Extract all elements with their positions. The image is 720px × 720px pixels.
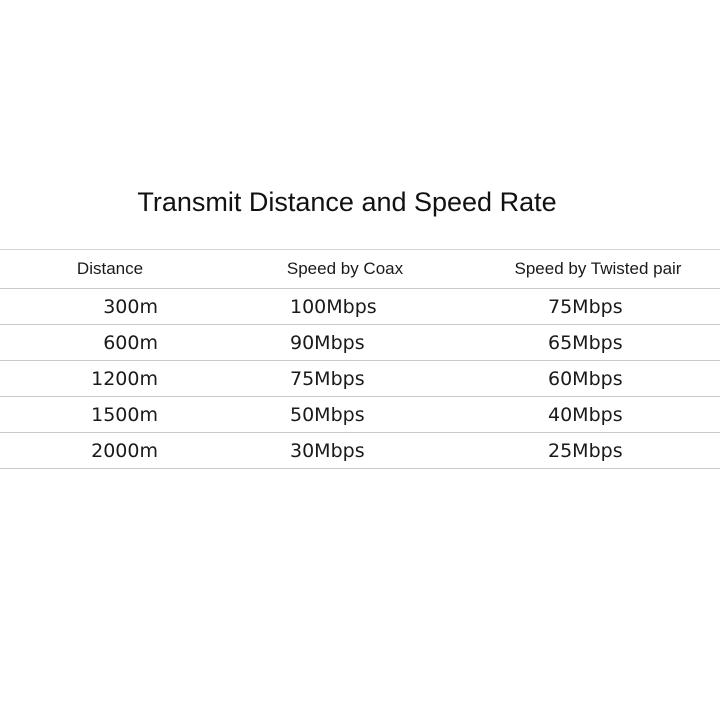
header-distance: Distance: [76, 259, 144, 278]
twisted-pair-speed-cell: 75Mbps: [548, 295, 623, 318]
table-row: [0, 433, 720, 469]
table-row: [0, 325, 720, 361]
distance-cell: 600m: [103, 331, 158, 354]
table-header-row: [0, 249, 720, 289]
distance-cell: 2000m: [91, 439, 158, 462]
coax-speed-cell: 90Mbps: [290, 331, 365, 354]
coax-speed-cell: 100Mbps: [290, 295, 377, 318]
coax-speed-cell: 30Mbps: [290, 439, 365, 462]
table-row: [0, 397, 720, 433]
twisted-pair-speed-cell: 25Mbps: [548, 439, 623, 462]
twisted-pair-speed-cell: 65Mbps: [548, 331, 623, 354]
table-row: [0, 289, 720, 325]
header-speed-twisted-pair: Speed by Twisted pair: [514, 259, 682, 278]
coax-speed-cell: 50Mbps: [290, 403, 365, 426]
distance-cell: 1200m: [91, 367, 158, 390]
distance-cell: 300m: [103, 295, 158, 318]
twisted-pair-speed-cell: 40Mbps: [548, 403, 623, 426]
distance-cell: 1500m: [91, 403, 158, 426]
header-speed-coax: Speed by Coax: [286, 259, 404, 278]
table-row: [0, 361, 720, 397]
speed-table: [0, 249, 720, 469]
twisted-pair-speed-cell: 60Mbps: [548, 367, 623, 390]
coax-speed-cell: 75Mbps: [290, 367, 365, 390]
page-title: Transmit Distance and Speed Rate: [137, 187, 557, 217]
